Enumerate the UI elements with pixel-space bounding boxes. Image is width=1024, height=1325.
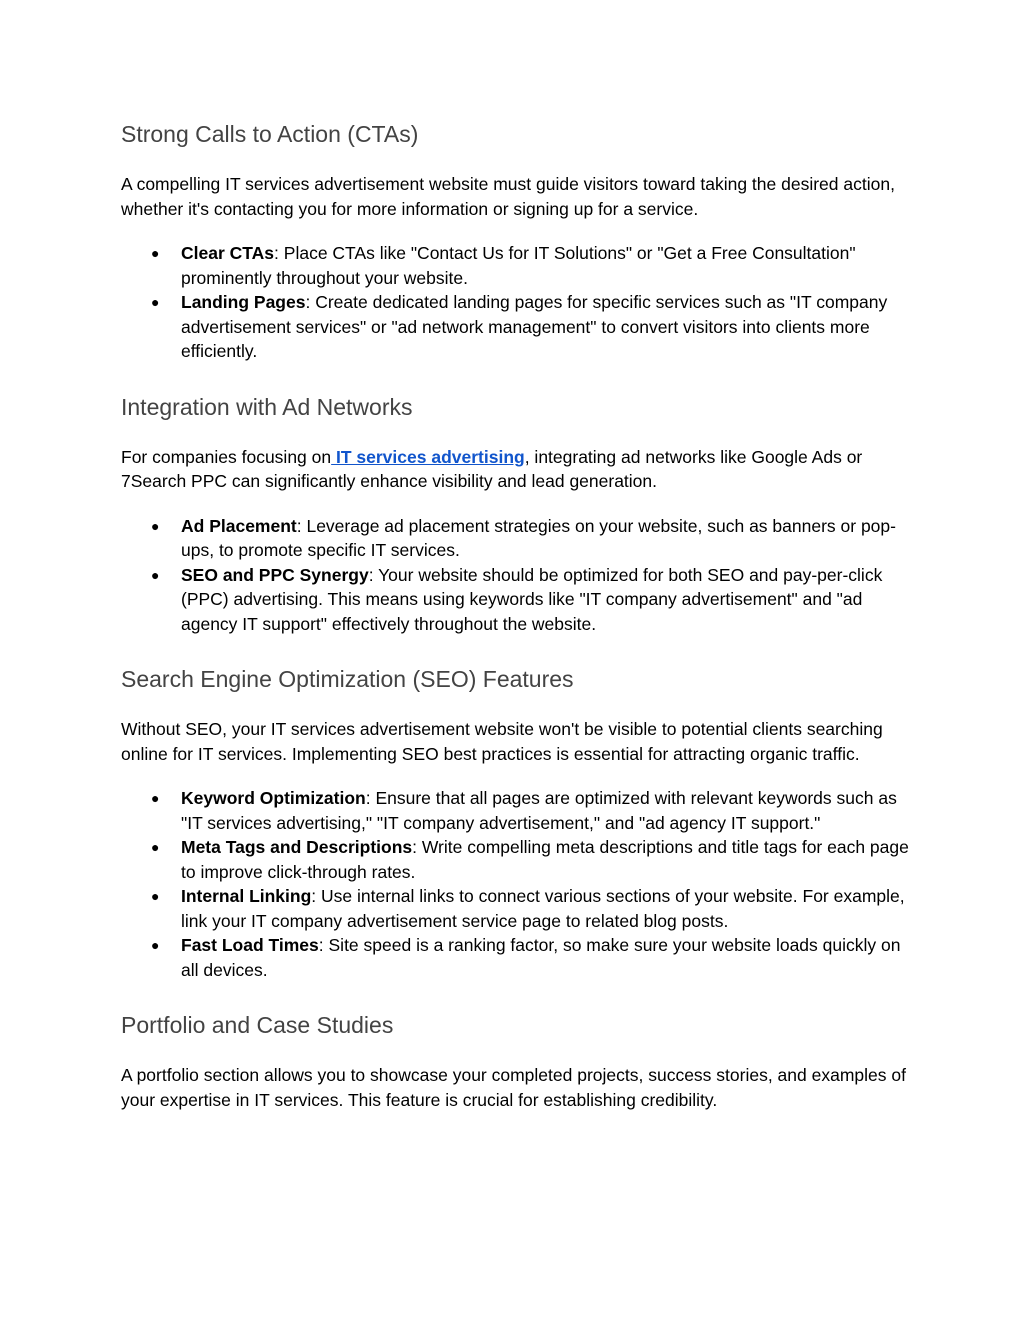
section-heading-ad-networks: Integration with Ad Networks: [121, 393, 413, 420]
list-item-text: : Site speed is a ranking factor, so make sure your website loads quickly on all devices.: [181, 935, 901, 980]
list-item-text: : Your website should be optimized for both SEO and pay-per-click (PPC) advertising. This means using keywords like "IT company advertisement" and "ad agency IT support" effectively throughout the website.: [181, 564, 883, 634]
list-item-term: Meta Tags and Descriptions: [181, 837, 413, 857]
document-page: [121, 118, 911, 1132]
list-item-term: Keyword Optimization: [181, 788, 366, 808]
section-heading-ctas: Strong Calls to Action (CTAs): [121, 121, 419, 147]
list-item-text: : Ensure that all pages are optimized with relevant keywords such as "IT services advertising," "IT company advertisement," and "ad agency IT support.": [181, 788, 897, 833]
list-item: [151, 514, 911, 563]
bullet-list-ad-networks: [121, 514, 911, 637]
list-item: [151, 786, 911, 835]
list-item-term: Internal Linking: [181, 886, 312, 906]
bullet-list-ctas: [121, 241, 911, 364]
section-paragraph-ad-networks: [121, 445, 911, 494]
it-services-advertising-link[interactable]: IT services advertising: [331, 446, 525, 467]
list-item-text: : Create dedicated landing pages for specific services such as "IT company advertisement services" or "ad network management" to convert visitors into clients more efficiently.: [181, 292, 888, 361]
list-item: [151, 884, 911, 933]
list-item-term: Clear CTAs: [181, 243, 275, 263]
list-item-term: Landing Pages: [181, 292, 306, 312]
list-item: [151, 241, 911, 290]
list-item-text: : Use internal links to connect various sections of your website. For example, link your IT company advertisement service page to related blog posts.: [181, 886, 905, 931]
section-heading-portfolio: Portfolio and Case Studies: [121, 1012, 394, 1038]
bullet-icon: ●: [151, 517, 160, 534]
bullet-icon: ●: [151, 790, 160, 806]
list-item-text: : Write compelling meta descriptions and title tags for each page to improve click-through rates.: [181, 837, 909, 882]
list-item-term: SEO and PPC Synergy: [181, 564, 369, 585]
section-heading-seo: Search Engine Optimization (SEO) Features: [121, 666, 574, 692]
bullet-icon: ●: [151, 294, 160, 310]
list-item-term: Fast Load Times: [181, 935, 319, 955]
bullet-list-seo: [121, 786, 911, 982]
list-item: [151, 290, 911, 364]
list-item-text: : Place CTAs like "Contact Us for IT Solutions" or "Get a Free Consultation" prominently throughout your website.: [181, 243, 856, 288]
bullet-icon: ●: [151, 839, 160, 855]
list-item: [151, 835, 911, 884]
list-item-term: Ad Placement: [181, 515, 297, 536]
list-item: [151, 563, 911, 637]
paragraph-text: For companies focusing on: [121, 446, 332, 467]
paragraph-text: , integrating ad networks like Google Ads or 7Search PPC can significantly enhance visibility and lead generation.: [121, 446, 863, 491]
bullet-icon: ●: [151, 937, 160, 953]
bullet-icon: ●: [151, 888, 160, 904]
bullet-icon: ●: [151, 245, 160, 261]
list-item-text: : Leverage ad placement strategies on your website, such as banners or pop-ups, to promote specific IT services.: [181, 515, 896, 560]
bullet-icon: ●: [151, 566, 160, 583]
section-paragraph-portfolio: A portfolio section allows you to showcase your completed projects, success stories, and examples of your expertise in IT services. This feature is crucial for establishing credibility.: [121, 1065, 906, 1110]
section-paragraph-ctas: A compelling IT services advertisement website must guide visitors toward taking the desired action, whether it's contacting you for more information or signing up for a service.: [121, 174, 895, 219]
section-paragraph-seo: Without SEO, your IT services advertisement website won't be visible to potential clients searching online for IT services. Implementing SEO best practices is essential for attracting organic traffic.: [121, 719, 883, 764]
list-item: [151, 933, 911, 982]
